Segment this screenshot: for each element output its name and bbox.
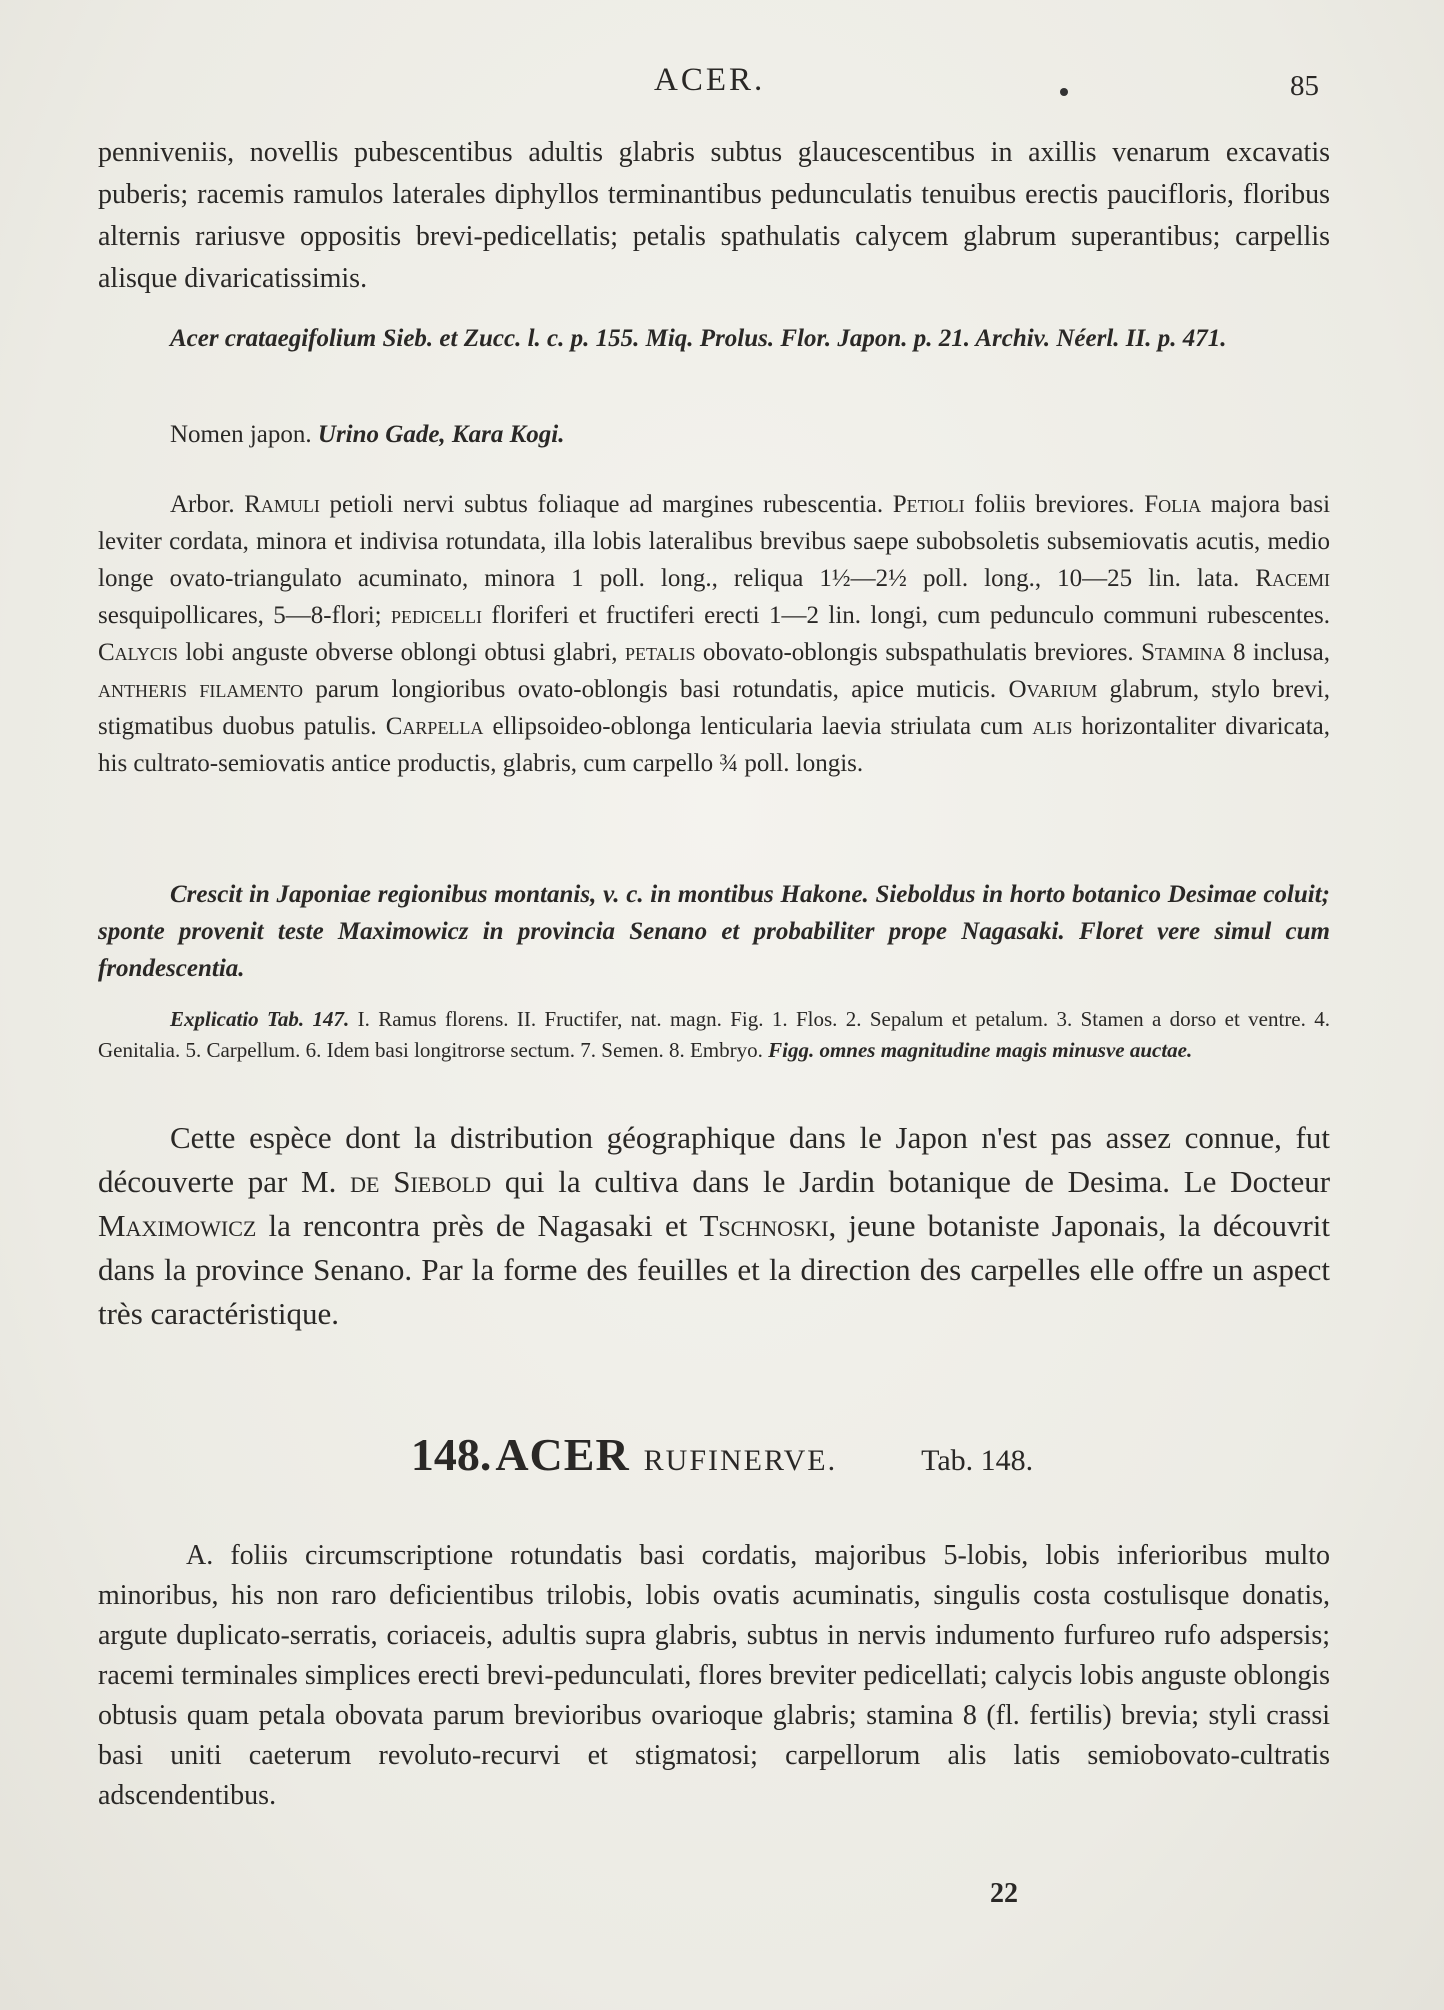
desc-intro: Arbor. [170, 491, 235, 518]
explicatio-figg: Figg. omnes magnitudine magis minusve auctae. [768, 1038, 1193, 1062]
french-note [98, 1116, 1330, 1336]
desc-petioli-label: Petioli [892, 491, 965, 518]
diagnosis-text: penniveniis, novellis pubescentibus adultis glabris subtus glaucescentibus in axillis venarum excavatis puberis; racemis ramulos laterales diphyllos terminantibus pedunculatis tenuibus erectis paucifloris, floribus alternis rariusve oppositis brevi-pedicellatis; petalis spathulatis calycem glabrum superantibus; carpellis alisque divaricatissimis. [98, 137, 1330, 294]
french-de: de [350, 1164, 380, 1199]
explicatio-text: I. Ramus florens. II. Fructifer, nat. magn. Fig. 1. Flos. 2. Sepalum et petalum. 3. Stamen a dorso et ventre. 4. Genitalia. 5. Carpellum. 6. Idem basi longitrorse sectum. 7. Semen. 8. Embryo. [98, 1007, 1330, 1062]
desc-ramuli: petioli nervi subtus foliaque ad margines rubescentia. [329, 491, 884, 518]
species-epithet: RUFINERVE. [643, 1444, 838, 1477]
french-p3: la rencontra près de Nagasaki et [268, 1208, 688, 1243]
desc-alis: horizontaliter divaricata, his cultrato-semiovatis antice productis, glabris, cum carpello ¾ poll. longis. [98, 713, 1331, 777]
desc-ramuli-label: Ramuli [244, 491, 320, 518]
french-m: M. [301, 1164, 337, 1199]
desc-carpella-label: Carpella [385, 713, 484, 740]
species-number: 148. [410, 1429, 492, 1480]
desc-petalis-label: petalis [624, 639, 696, 666]
explicatio-label: Explicatio Tab. 147. [170, 1007, 350, 1031]
citation-name: Acer crataegifolium Sieb. et Zucc. l. c. p. 155. [170, 325, 640, 352]
japanese-names-label: Nomen japon. [170, 421, 312, 448]
citation-rest: Miq. Prolus. Flor. Japon. p. 21. Archiv. Néerl. II. p. 471. [645, 325, 1227, 352]
desc-ovarium: glabrum, stylo brevi, stigmatibus duobus patulis. [98, 676, 1330, 740]
diagnosis-block [98, 132, 1330, 300]
french-siebold: Siebold [393, 1164, 492, 1199]
ink-dot [1060, 88, 1068, 96]
habitat: Crescit in Japoniae regionibus montanis, v. c. in montibus Hakone. Sieboldus in horto botanico Desimae coluit; sponte provenit teste Maximowicz in provincia Senano et probabiliter prope Nagasaki. Floret vere simul cum frondescentia. [98, 881, 1330, 982]
desc-petioli: foliis breviores. [974, 491, 1135, 518]
explicatio [98, 1004, 1330, 1066]
desc-antheris-label: antheris filamento [98, 676, 303, 703]
japanese-names-block [98, 418, 1330, 452]
species-genus: ACER [495, 1429, 630, 1480]
citation-block [98, 322, 1330, 356]
french-p4: , jeune botaniste Japonais, la découvrit dans la province Senano. Par la forme des feuilles et la direction des carpelles elle offre un aspect très caractéristique. [98, 1208, 1331, 1331]
desc-folia: majora basi leviter cordata, minora et indivisa rotundata, illa lobis lateralibus brevibus saepe subobsoletis subsemiovatis acutis, medio longe ovato-triangulato acuminato, minora 1 poll. long., reliqua 1½—2½ poll. long., 10—25 lin. lata. [98, 491, 1331, 592]
signature-mark: 22 [990, 1878, 1018, 1909]
species-heading [0, 1428, 1444, 1481]
desc-calycis-label: Calycis [98, 639, 178, 666]
desc-pedicelli-label: pedicelli [391, 602, 482, 629]
description [98, 486, 1330, 782]
desc-folia-label: Folia [1144, 491, 1202, 518]
running-title: ACER. [654, 62, 766, 98]
desc-carpella: ellipsoideo-oblonga lenticularia laevia striulata cum [492, 713, 1024, 740]
desc-stamina-label: Stamina [1141, 639, 1226, 666]
french-maximowicz: Maximowicz [98, 1208, 257, 1243]
french-p1: Cette espèce dont la distribution géographique dans le Japon n'est pas assez connue, fut découverte par [98, 1120, 1330, 1199]
french-note-block [98, 1116, 1330, 1336]
diagnosis-148-block [98, 1536, 1330, 1816]
page-number: 85 [1290, 70, 1319, 102]
description-block [98, 486, 1330, 782]
french-tschnoski: Tschnoski [699, 1208, 829, 1243]
desc-ovarium-label: Ovarium [1008, 676, 1098, 703]
desc-stamina: 8 inclusa, [1233, 639, 1330, 666]
desc-alis-label: alis [1032, 713, 1073, 740]
desc-calycis: lobi anguste obverse oblongi obtusi glabri, [185, 639, 618, 666]
desc-racemi-label: Racemi [1255, 565, 1330, 592]
species-tab: Tab. 148. [921, 1444, 1034, 1477]
desc-antheris: parum longioribus ovato-oblongis basi rotundatis, apice muticis. [315, 676, 997, 703]
diagnosis-148: A. foliis circumscriptione rotundatis basi cordatis, majoribus 5-lobis, lobis inferioribus multo minoribus, his non raro deficientibus trilobis, lobis ovatis acuminatis, singulis costa costulisque donatis, argute duplicato-serratis, coriaceis, adultis supra glabris, subtus in nervis indumento furfureo rufo adspersis; racemi terminales simplices erecti brevi-pedunculati, flores breviter pedicellati; calycis lobis anguste oblongis obtusis quam petala obovata parum brevioribus ovarioque glabris; stamina 8 (fl. fertilis) brevia; styli crassi basi uniti caeterum revoluto-recurvi et stigmatosi; carpellorum alis latis semiobovato-cultratis adscendentibus. [98, 1540, 1330, 1811]
desc-racemi: sesquipollicares, 5—8-flori; [98, 602, 382, 629]
desc-petalis: obovato-oblongis subspathulatis breviores. [702, 639, 1134, 666]
habitat-block [98, 876, 1330, 987]
french-p2: qui la cultiva dans le Jardin botanique de Desima. Le Docteur [504, 1164, 1331, 1199]
japanese-names-value: Urino Gade, Kara Kogi. [317, 421, 565, 448]
desc-pedicelli: floriferi et fructiferi erecti 1—2 lin. longi, cum pedunculo communi rubescentes. [491, 602, 1331, 629]
citation [98, 322, 1330, 356]
japanese-names [98, 418, 1330, 452]
page-header [0, 62, 1444, 112]
explicatio-block [98, 1004, 1330, 1066]
